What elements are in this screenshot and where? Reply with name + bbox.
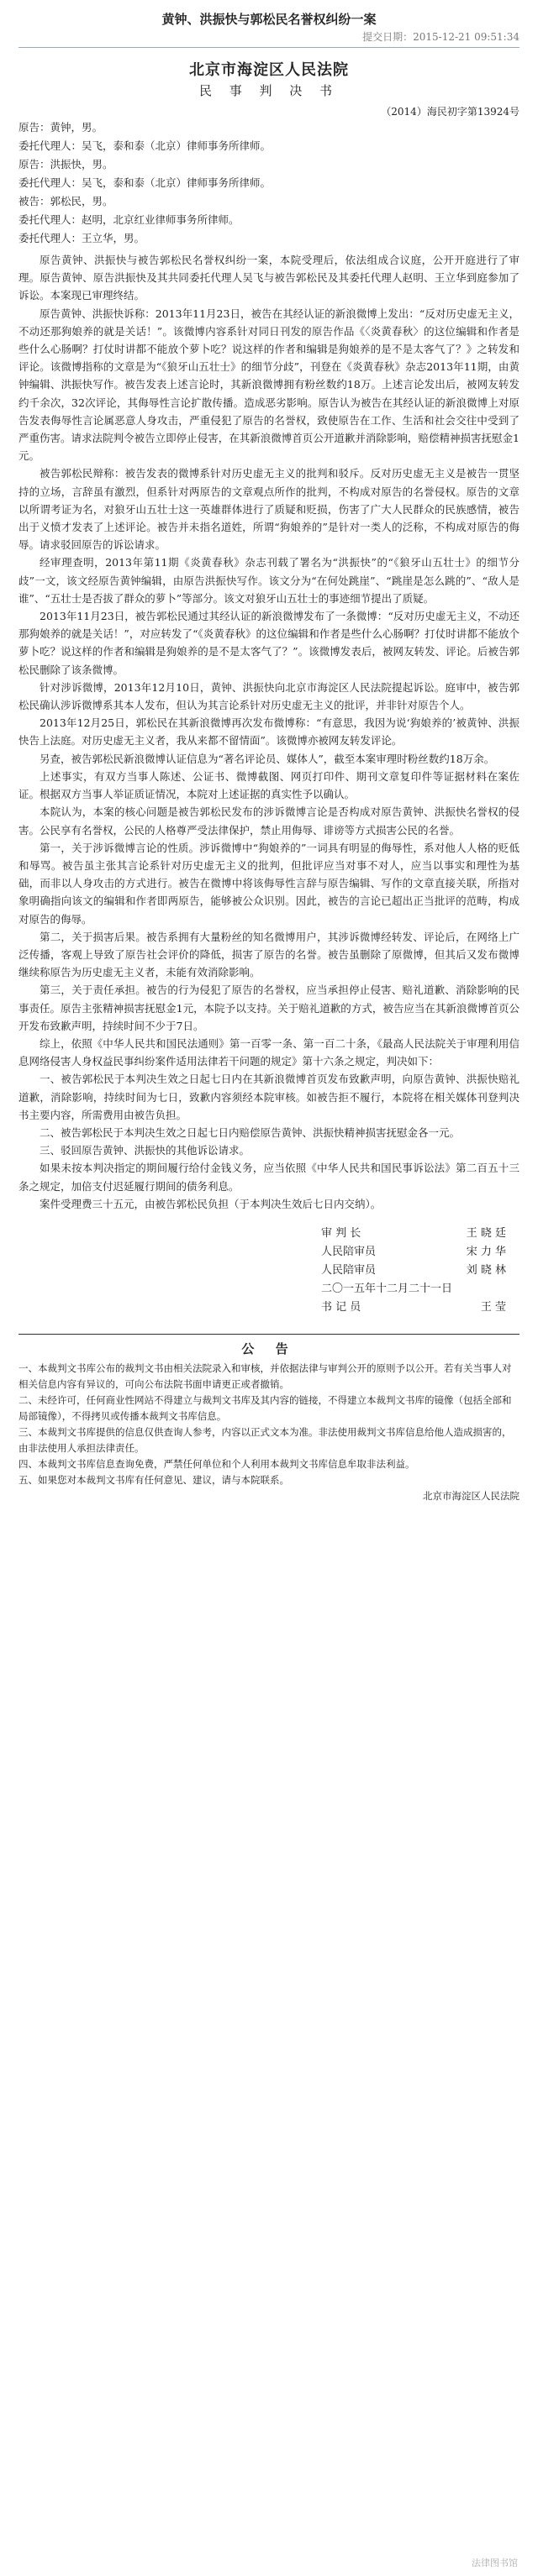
paragraph: 三、驳回原告黄钟、洪振快的其他诉讼请求。 bbox=[40, 1144, 251, 1157]
assessor-label: 人民陪审员 bbox=[321, 1245, 377, 1258]
case-title: 黄钟、洪振快与郭松民名誉权纠纷一案 bbox=[161, 12, 377, 27]
notice-item: 三、本裁判文书库提供的信息仅供查询人参考，内容以正式文本为准。非法使用裁判文书库信息给他人造成损害的，由非法使用人承担法律责任。 bbox=[18, 1425, 512, 1454]
party-line: 委托代理人：吴飞，泰和泰（北京）律师事务所律师。 bbox=[18, 176, 272, 189]
paragraph: 被告郭松民辩称：被告发表的微博系针对历史虚无主义的批判和驳斥。反对历史虚无主义是被告一贯坚持的立场，言辞虽有激烈，但系针对两原告的文章观点所作的批判，不构成对原告的名誉侵权。原告的文章以所谓考证为名，对狼牙山五壮士这一英雄群体进行了质疑和贬损，伤害了广大人民群众的民族感情，被告出于义愤才发表了上述评论。被告并未指名道姓，所谓“狗娘养的”是针对一类人的泛称，不构成对原告的侮辱。请求驳回原告的诉讼请求。 bbox=[18, 467, 520, 552]
party-list bbox=[18, 118, 520, 248]
paragraph: 经审理查明，2013年第11期《炎黄春秋》杂志刊载了署名为“洪振快”的“《狼牙山五壮士》的细节分歧”一文，该文经原告黄钟编辑，由原告洪振快写作。该文分为“在何处跳崖”、“跳崖是怎么跳的”、“敌人是谁”、“五壮士是否拔了群众的萝卜”等部分。该文对狼牙山五壮士的事迹细节提出了质疑。 bbox=[18, 556, 520, 605]
party-line: 委托代理人：赵明，北京红业律师事务所律师。 bbox=[18, 213, 240, 226]
assessor-name: 宋 力 华 bbox=[466, 1245, 506, 1258]
paragraph: 第三，关于责任承担。被告的行为侵犯了原告的名誉权，应当承担停止侵害、赔礼道歉、消除影响的民事责任。原告主张精神损害抚慰金1元，本院予以支持。关于赔礼道歉的方式，被告应当在其新浪微博首页公开发布致歉声明，持续时间不少于7日。 bbox=[18, 984, 520, 1032]
signature-block bbox=[321, 1225, 506, 1317]
party-line: 被告：郭松民，男。 bbox=[18, 195, 113, 207]
paragraph: 案件受理费三十五元，由被告郭松民负担（于本判决生效后七日内交纳）。 bbox=[40, 1197, 382, 1210]
document-type: 民 事 判 决 书 bbox=[198, 83, 340, 98]
site-watermark: 法律图书馆 bbox=[472, 2558, 518, 2568]
paragraph: 一、被告郭松民于本判决生效之日起七日内在其新浪微博首页发布致歉声明，向原告黄钟、洪振快赔礼道歉，消除影响，持续时间为七日，致歉内容须经本院审核。如被告拒不履行，本院将在相关媒体刊登判决书主要内容，所需费用由被告负担。 bbox=[18, 1073, 520, 1121]
assessor-name: 刘 晓 林 bbox=[466, 1263, 506, 1277]
paragraph: 综上，依照《中华人民共和国民法通则》第一百零一条、第一百二十条，《最高人民法院关于审理利用信息网络侵害人身权益民事纠纷案件适用法律若干问题的规定》第十六条之规定，判决如下： bbox=[18, 1036, 520, 1068]
paragraph: 原告黄钟、洪振快诉称：2013年11月23日，被告在其经认证的新浪微博上发出：“反对历史虚无主义，不动还那狗娘养的就是关话！”。该微博内容系针对同日刊发的原告作品《〈炎黄春秋〉的这位编辑和作者是些什么心肠啊？打仗时讲都不能放个萝卜吃？说这样的作者和编辑是狗娘养的是不是太客气了？》之转发和评论。该微博指称的文章是为“《狼牙山五壮士》的细节分歧”，刊登在《炎黄春秋》杂志2013年11期，由黄钟编辑、洪振快写作。被告发表上述言论时，其新浪微博拥有粉丝数约18万。上述言论发出后，被网友转发约千余次，32次评论，其侮辱性言论扩散传播。造成恶劣影响。原告认为被告在其经认证的新浪微博上对原告发表侮辱性言论属恶意人身攻击，严重侵犯了原告的名誉权，致使原告在工作、生活和社会交往中受到了严重伤害。请求法院判令被告立即停止侵害，在其新浪微博首页公开道歉并消除影响，赔偿精神损害抚慰金1元。 bbox=[18, 307, 520, 463]
paragraph: 上述事实，有双方当事人陈述、公证书、微博截图、网页打印件、期刊文章复印件等证据材料在案佐证。根据双方当事人举证质证情况，本院对上述证据的真实性予以确认。 bbox=[18, 769, 520, 801]
paragraph: 如果未按本判决指定的期间履行给付金钱义务，应当依照《中华人民共和国民事诉讼法》第二百五十三条之规定，加倍支付迟延履行期间的债务利息。 bbox=[18, 1162, 520, 1193]
notice-item: 四、本裁判文书库信息查询免费，严禁任何单位和个人利用本裁判文书库信息牟取非法利益。 bbox=[18, 1457, 415, 1470]
clerk-name: 王 莹 bbox=[480, 1300, 506, 1314]
notice-item: 一、本裁判文书库公布的裁判文书由相关法院录入和审核，并依据法律与审判公开的原则予以公开。若有关当事人对相关信息内容有异议的，可向公布法院书面申请更正或者撤销。 bbox=[18, 1361, 512, 1390]
paragraph: 2013年11月23日，被告郭松民通过其经认证的新浪微博发布了一条微博：“反对历史虚无主义，不动还那狗娘养的就是关话！”，对应转发了“《炎黄春秋》的这位编辑和作者是些什么心肠啊？打仗时讲都不能放个萝卜吃？说这样的作者和编辑是狗娘养的是不是太客气了？”。该微博发表后，被网友转发、评论。后被告郭松民删除了该条微博。 bbox=[18, 610, 520, 676]
paragraph: 第二，关于损害后果。被告系拥有大量粉丝的知名微博用户，其涉诉微博经转发、评论后，在网络上广泛传播，客观上导致了原告社会评价的降低，损害了原告的名誉。被告虽删除了原微博，但其后又发布微博继续称原告为历史虚无主义者，未能有效消除影响。 bbox=[18, 930, 520, 979]
court-name: 北京市海淀区人民法院 bbox=[189, 61, 349, 79]
paragraph: 针对涉诉微博，2013年12月10日，黄钟、洪振快向北京市海淀区人民法院提起诉讼。庭审中，被告郭松民确认涉诉微博系其本人发布，但认为其言论系针对历史虚无主义的批评，并非针对原告个人。 bbox=[18, 680, 520, 712]
party-line: 委托代理人：王立华，男。 bbox=[18, 232, 145, 244]
paragraph: 另查，被告郭松民新浪微博认证信息为“著名评论员、媒体人”，截至本案审理时粉丝数约18万余。 bbox=[40, 752, 495, 765]
paragraph: 第一，关于涉诉微博言论的性质。涉诉微博中“狗娘养的”一词具有明显的侮辱性，系对他人人格的贬低和辱骂。被告虽主张其言论系针对历史虚无主义的批判，但批评应当对事不对人，应当以事实和理性为基础，而非以人身攻击的方式进行。被告在微博中将该侮辱性言辞与原告编辑、写作的文章直接关联，所指对象明确指向该文的编辑和作者即两原告，能够被公众识别。因此，被告的言论已超出正当批评的范畴，构成对原告的侮辱。 bbox=[18, 841, 520, 926]
judgment-body bbox=[18, 251, 520, 1213]
judgment-date: 二〇一五年十二月二十一日 bbox=[321, 1282, 453, 1295]
case-number: （2014）海民初字第13924号 bbox=[381, 106, 520, 118]
party-line: 原告：洪振快，男。 bbox=[18, 158, 113, 171]
notice-item: 二、未经许可，任何商业性网站不得建立与裁判文书库及其内容的链接，不得建立本裁判文书库的镜像（包括全部和局部镜像），不得拷贝或传播本裁判文书库信息。 bbox=[18, 1393, 512, 1422]
notice-item: 五、如果您对本裁判文书库有任何意见、建议，请与本院联系。 bbox=[18, 1473, 289, 1486]
party-line: 委托代理人：吴飞，泰和泰（北京）律师事务所律师。 bbox=[18, 139, 272, 152]
presiding-judge-label: 审 判 长 bbox=[321, 1226, 361, 1240]
notice-title: 公 告 bbox=[241, 1340, 297, 1356]
clerk-label: 书 记 员 bbox=[321, 1300, 361, 1314]
paragraph: 2013年12月25日，郭松民在其新浪微博再次发布微博称：“有意思，我因为说‘狗娘养的’被黄钟、洪振快告上法庭。对历史虚无主义者，我从来都不留情面”。该微博亦被网友转发评论。 bbox=[18, 716, 520, 748]
paragraph: 原告黄钟、洪振快与被告郭松民名誉权纠纷一案，本院受理后，依法组成合议庭，公开开庭进行了审理。原告黄钟、原告洪振快及其共同委托代理人吴飞与被告郭松民及其委托代理人赵明、王立华到庭参加了诉讼。本案现已审理终结。 bbox=[18, 254, 520, 302]
submit-date: 提交日期：2015-12-21 09:51:34 bbox=[18, 29, 520, 48]
paragraph: 二、被告郭松民于本判决生效之日起七日内赔偿原告黄钟、洪振快精神损害抚慰金各一元。 bbox=[40, 1125, 461, 1139]
party-line: 原告：黄钟，男。 bbox=[18, 121, 103, 134]
notice-signature: 北京市海淀区人民法院 bbox=[423, 1489, 520, 1502]
notice-section bbox=[18, 1334, 520, 1504]
presiding-judge-name: 王 晓 廷 bbox=[466, 1226, 506, 1240]
paragraph: 本院认为，本案的核心问题是被告郭松民发布的涉诉微博言论是否构成对原告黄钟、洪振快名誉权的侵害。公民享有名誉权，公民的人格尊严受法律保护，禁止用侮辱、诽谤等方式损害公民的名誉。 bbox=[18, 805, 520, 837]
assessor-label: 人民陪审员 bbox=[321, 1263, 377, 1277]
